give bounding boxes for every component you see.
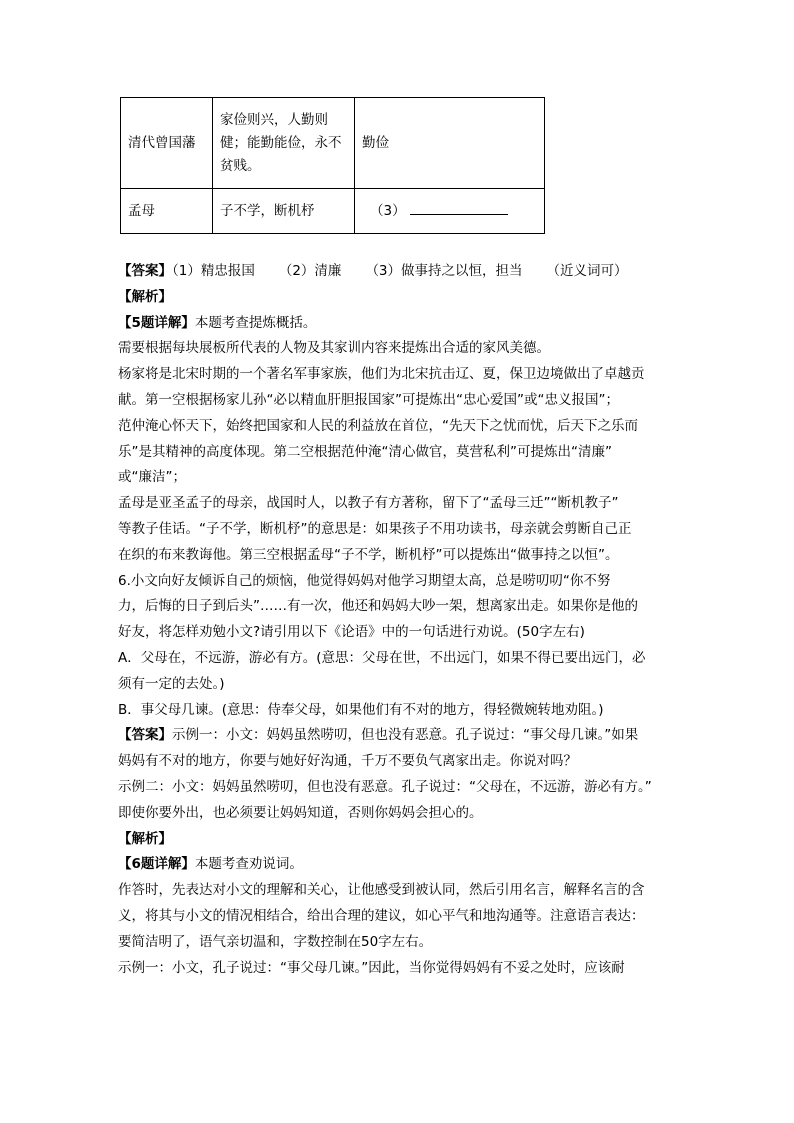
table-row <box>121 189 545 234</box>
question-line: 力，后悔的日子到后头”……有一次，他还和妈妈大吵一架，想离家出走。如果你是他的 <box>118 598 638 615</box>
motto-line: 子不学，断机杼 <box>220 202 315 219</box>
family-motto-table <box>120 97 545 234</box>
table-cell-name: 孟母 <box>121 189 213 234</box>
text-line: 或“廉洁”； <box>118 469 186 486</box>
answer-label: 【答案】 <box>118 727 172 744</box>
table-cell-motto <box>213 189 355 234</box>
motto-line: 家俭则兴，人勤则 <box>220 111 328 128</box>
table-cell-virtue <box>355 189 545 234</box>
text-line: 孟母是亚圣孟子的母亲，战国时人，以教子有方著称，留下了“孟母三迁”“断机教子” <box>118 495 619 512</box>
answer-part: （2）清廉 <box>278 263 342 279</box>
motto-line: 健；能勤能俭，永不 <box>220 134 342 151</box>
text-line: 在织的布来教诲他。第三空根据孟母“子不学，断机杼”可以提炼出“做事持之以恒”。 <box>118 546 619 563</box>
text-line: 等教子佳话。“子不学，断机杼”的意思是：如果孩子不用功读书，母亲就会剪断自己正 <box>118 520 632 537</box>
blank-number: （3） <box>370 202 406 219</box>
text-line: 献。第一空根据杨家儿孙“必以精血肝胆报国家”可提炼出“忠心爱国”或“忠义报国”； <box>118 391 619 408</box>
text-line: 示例一：小文，孔子说过：“事父母几谏。”因此，当你觉得妈妈有不妥之处时，应该耐 <box>118 959 625 976</box>
text-line: 杨家将是北宋时期的一个著名军事家族，他们为北宋抗击辽、夏，保卫边境做出了卓越贡 <box>118 366 645 383</box>
option-b-line: B．事父母几谏。(意思：侍奉父母，如果他们有不对的地方，得轻微婉转地劝阻。) <box>118 701 604 718</box>
option-a-line: A．父母在，不远游，游必有方。(意思：父母在世，不出远门，如果不得已要出远门，必 <box>118 649 646 666</box>
text-line: 即使你要外出，也必须要让妈妈知道，否则你妈妈会担心的。 <box>118 804 483 821</box>
answer-label: 【答案】 <box>118 263 172 279</box>
answer-part: （近义词可） <box>546 263 628 279</box>
detail-label: 【6题详解】 <box>118 856 195 873</box>
table-cell-virtue: 勤俭 <box>355 98 545 189</box>
table-row <box>121 98 545 189</box>
analysis-label: 【解析】 <box>118 830 172 847</box>
analysis-label: 【解析】 <box>118 288 172 305</box>
answer-line <box>118 259 690 285</box>
text-line: 要简洁明了，语气亲切温和，字数控制在50字左右。 <box>118 933 433 950</box>
text-line: 【答案】示例一：小文：妈妈虽然唠叨，但也没有恶意。孔子说过：“事父母几谏。”如果 <box>118 727 639 744</box>
text-line: 作答时，先表达对小文的理解和关心，让他感受到被认同，然后引用名言，解释名言的含 <box>118 882 645 899</box>
body-text <box>118 259 690 981</box>
text-line: 【6题详解】本题考查劝说词。 <box>118 856 303 873</box>
text-line: 义，将其与小文的情况相结合，给出合理的建议，如心平气和地沟通等。注意语言表达： <box>118 907 645 924</box>
text-line: 需要根据每块展板所代表的人物及其家训内容来提炼出合适的家风美德。 <box>118 340 550 357</box>
answer-part: （1）精忠报国 <box>172 263 255 279</box>
motto-line: 贫贱。 <box>220 157 261 174</box>
text-line: 乐”是其精神的高度体现。第二空根据范仲淹“清心做官，莫营私利”可提炼出“清廉” <box>118 443 612 460</box>
question-line: 6.小文向好友倾诉自己的烦恼，他觉得妈妈对他学习期望太高，总是唠叨叨“你不努 <box>118 572 611 589</box>
question-line: 好友，将怎样劝勉小文?请引用以下《论语》中的一句话进行劝说。(50字左右) <box>118 624 585 641</box>
text-line: 示例二：小文：妈妈虽然唠叨，但也没有恶意。孔子说过：“父母在，不远游，游必有方。” <box>118 778 652 795</box>
text-line: 妈妈有不对的地方，你要与她好好沟通，千万不要负气离家出走。你说对吗？ <box>118 753 577 770</box>
detail-label: 【5题详解】 <box>118 314 195 331</box>
table-cell-motto <box>213 98 355 189</box>
text-line: 范仲淹心怀天下，始终把国家和人民的利益放在首位，“先天下之忧而忧，后天下之乐而 <box>118 417 638 434</box>
text-line: 【5题详解】本题考查提炼概括。 <box>118 314 317 331</box>
answer-part: （3）做事持之以恒，担当 <box>365 263 523 279</box>
option-a-line: 须有一定的去处。) <box>118 675 225 692</box>
table-cell-name: 清代曾国藩 <box>121 98 213 189</box>
answer-blank <box>410 200 508 215</box>
